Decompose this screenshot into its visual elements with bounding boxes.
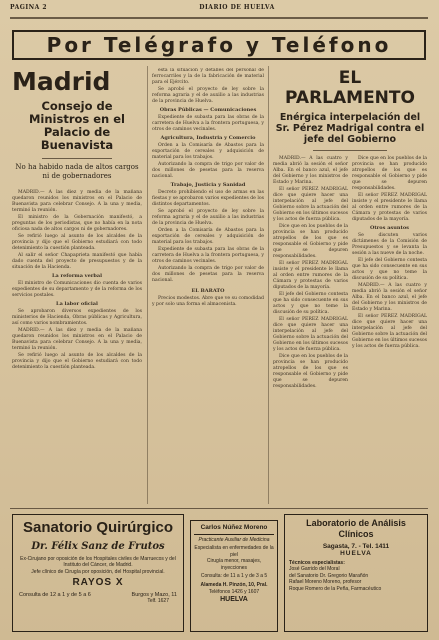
paragraph: MADRID.— A las diez y media de la mañana quedaron reunidos los ministros en el Palacio de Buenavista para celebrar Consejo. A la una y media, terminó la reunión. [12, 190, 142, 213]
paragraph: Orden a la Comisaría de Abastos para la exportación de cereales y adquisición de material para los trabajos. [152, 228, 264, 245]
paragraph: Se aprobó el proyecto de ley sobre la reforma agraria y el de auxilio a las industrias de la provincia de Huelva. [152, 87, 264, 104]
paragraph: Dice que en los pueblos de la provincia se han producido atropellos de los que es responsable el Gobierno y pide que se depuren responsabilidades. [352, 156, 427, 191]
paragraph: Dice que en los pueblos de la provincia se han producido atropellos de los que es responsable el Gobierno y pide que se depuren responsabilidades. [273, 354, 348, 389]
paragraph: Expediente de subasta para las obras de la carretera de Huelva a la frontera portuguesa, y otros de caminos vecinales. [152, 115, 264, 132]
laboratorio-subtitle: Técnicos especialistas: [289, 560, 345, 566]
laboratorio-address: Sagasta, 7. - Tel. 1411 [322, 543, 390, 550]
technician: José Garrido del Moral [289, 566, 340, 573]
parlamento-column [273, 68, 427, 506]
top-rule [10, 17, 428, 19]
parlamento-title: EL PARLAMENTO [285, 68, 415, 108]
page-folio [10, 4, 427, 16]
technician: Rafael Moreno Moreno, profesor [289, 579, 362, 586]
laboratorio-ad [284, 514, 428, 632]
paragraph: Se refirió luego al asunto de los alcaldes de la provincia y dijo que el Gobierno estudiará con todo detenimiento la cuestión planteada. [12, 353, 142, 370]
laboratorio-title: Laboratorio de Análisis Clínicos [306, 518, 406, 539]
paragraph: Se aprobó el proyecto de ley sobre la reforma agraria y el de auxilio a las industrias de la provincia de Huelva. [152, 209, 264, 226]
sanatorio-line: Ex-Cirujano por oposición de los Hospitales civiles de Marruecos y del Instituto del Cáncer, de Madrid. [20, 556, 176, 569]
subheading: Trabajo, Justicia y Sanidad [170, 182, 246, 188]
paragraph: El ministro de la Gobernación manifestó, a preguntas de los periodistas, que no había en la nota oficiosa nada de altos cargos ni de gobernadores. [12, 215, 142, 232]
madrid-body [12, 190, 142, 371]
subheading: Otros asuntos [370, 225, 409, 231]
sanatorio-address: Burgos y Mazo, 11 [131, 592, 177, 599]
sanatorio-ad [12, 514, 184, 632]
sanatorio-phone: Telf. 1627 [147, 598, 169, 605]
madrid-headline: Consejo de Ministros en el Palacio de Buenavista [28, 99, 125, 152]
carlos-hours: Consulta: de 11 a 1 y de 3 a 5 [200, 573, 268, 580]
paragraph: Se refirió luego al asunto de los alcaldes de la provincia y dijo que el Gobierno estudiará con todo detenimiento la cuestión planteada. [12, 234, 142, 251]
divider [313, 150, 387, 151]
sanatorio-title: Sanatorio Quirúrgico [22, 519, 173, 536]
paragraph: Precios modestos. Abre que ve su comodidad y por solo una forma el almacenista. [152, 296, 264, 307]
paragraph: Se discuten varios dictámenes de la Comisión de Presupuestos y se levanta la sesión a las nueve de la noche. [352, 233, 427, 256]
paragraph: esta la situación y detalles del personal de ferrocarriles y la de la fabricación de material para el Ejército. [152, 68, 264, 85]
paragraph: El señor PEREZ MADRIGAL dice que quiere hacer una interpelación al jefe del Gobierno sobre la actuación del Gobierno en los últimos sucesos y los actos de fuerza pública. [352, 314, 427, 349]
carlos-phone: Teléfonos 1426 y 1607 [208, 588, 260, 595]
subheading: Agricultura, Industria y Comercio [160, 135, 256, 141]
paragraph: MADRID.— A las cuatro y media abrió la sesión el señor Alba. En el banco azul, el jefe del Gobierno y los ministros de Estado y Marina. [273, 156, 348, 185]
page-number: PAGINA 2 [10, 4, 48, 11]
paragraph: El señor PEREZ MADRIGAL insiste y el presidente le llama al orden entre rumores de la Cámara y protestas de varios diputados de la mayoría. [352, 193, 427, 222]
middle-body [152, 68, 264, 308]
paragraph: El señor PEREZ MADRIGAL dice que quiere hacer una interpelación al jefe del Gobierno sobre la actuación del Gobierno en los últimos sucesos y los actos de fuerza pública. [273, 187, 348, 222]
subheading: La reforma verbal [51, 273, 103, 279]
carlos-address: Alameda H. Pinzón, 10, Pral. [200, 582, 268, 589]
ads-rule [10, 508, 428, 509]
subheading: La labor oficial [56, 301, 98, 307]
paragraph: MADRID.— A las cuatro y media abrió la sesión el señor Alba. En el banco azul, el jefe del Gobierno y los ministros de Estado y Marina. [352, 283, 427, 312]
banner-title: Por Telégrafo y Teléfono [46, 33, 392, 57]
madrid-column [12, 68, 142, 506]
carlos-line: Cirugía menor, masajes, inyecciones [206, 558, 262, 571]
subheading: EL BARATO [191, 288, 225, 294]
paragraph: Dice que en los pueblos de la provincia se han producido atropellos de los que es responsable el Gobierno y pide que se depuren responsabilidades. [273, 224, 348, 259]
carlos-city: HUELVA [220, 596, 248, 604]
madrid-title: Madrid [12, 68, 111, 96]
consult-hours: Consulta de 12 a 1 y de 5 a 6 [19, 592, 91, 599]
parlamento-body-left [273, 156, 348, 391]
paragraph: El señor PEREZ MADRIGAL insiste y el presidente le llama al orden entre rumores de la Cámara y protestas de varios diputados de la mayoría. [273, 261, 348, 290]
carlos-role: Practicante Auxiliar de Medicina [198, 537, 270, 543]
subheading: Obras Públicas — Comunicaciones [159, 107, 257, 113]
paragraph: El ministro de Comunicaciones dio cuenta de varios expedientes de su departamento y de la reforma de los servicios postales. [12, 281, 142, 298]
paragraph: Autorizando la compra de trigo por valor de dos millones de pesetas para la reserva nacional. [152, 266, 264, 283]
paragraph: Orden a la Comisaría de Abastos para la exportación de cereales y adquisición de material para los trabajos. [152, 143, 264, 160]
technician: Roque Romero de la Peña, Farmacéutico [289, 585, 382, 592]
doctor-name: Dr. Félix Sanz de Frutos [31, 541, 165, 552]
column-rule [147, 66, 148, 504]
parlamento-body-right [352, 156, 427, 391]
paragraph: Al salir el señor Chapaprieta manifestó que había dado cuenta del proyecto de presupuestos y de la situación de la Hacienda. [12, 253, 142, 270]
paragraph: El señor PEREZ MADRIGAL dice que quiere hacer una interpelación al jefe del Gobierno sobre la actuación del Gobierno en los últimos sucesos y los actos de fuerza pública. [273, 317, 348, 352]
carlos-line: Especialista en enfermedades de la piel [194, 545, 274, 558]
madrid-subhead: No ha habido nada de altos cargos ni de gobernadores [15, 163, 139, 180]
parlamento-headline: Enérgica interpelación del Sr. Pérez Madrigal contra el jefe del Gobierno [275, 112, 425, 145]
newspaper-name: DIARIO DE HUELVA [199, 4, 275, 11]
paragraph: Autorizando la compra de trigo por valor de dos millones de pesetas para la reserva nacional. [152, 162, 264, 179]
paragraph: Expediente de subasta para las obras de la carretera de Huelva a la frontera portuguesa, y otros de caminos vecinales. [152, 247, 264, 264]
laboratorio-city: HUELVA [340, 550, 372, 557]
paragraph: Decreto prohibiendo el uso de armas en las fiestas y se aprobaron varios expedientes de los distintos departamentos. [152, 190, 264, 207]
paragraph: El jefe del Gobierno contesta que ha sido consecuente en sus actos y que no teme la discusión de su política. [352, 258, 427, 281]
divider [42, 158, 112, 159]
middle-column [152, 68, 264, 506]
sanatorio-line: Jefe clínico de Cirugía por oposición, del Hospital provincial. [31, 568, 165, 575]
column-rule [268, 66, 269, 504]
technician: del Sanatorio Dr. Gregorio Marañón [289, 572, 369, 579]
paragraph: MADRID.— A las diez y media de la mañana quedaron reunidos los ministros en el Palacio de Buenavista para celebrar Consejo. A la una y media, terminó la reunión. [12, 328, 142, 351]
paragraph: Se aprobaron diversos expedientes de los ministerios de Hacienda, Obras públicas y Agricultura, así como varios nombramientos. [12, 309, 142, 326]
paragraph: El jefe del Gobierno contesta que ha sido consecuente en sus actos y que no teme la discusión de su política. [273, 292, 348, 315]
xray-label: RAYOS X [72, 577, 124, 589]
carlos-name: Carlos Núñez Moreno [194, 524, 274, 535]
section-banner [12, 30, 426, 60]
carlos-ad [190, 520, 278, 632]
